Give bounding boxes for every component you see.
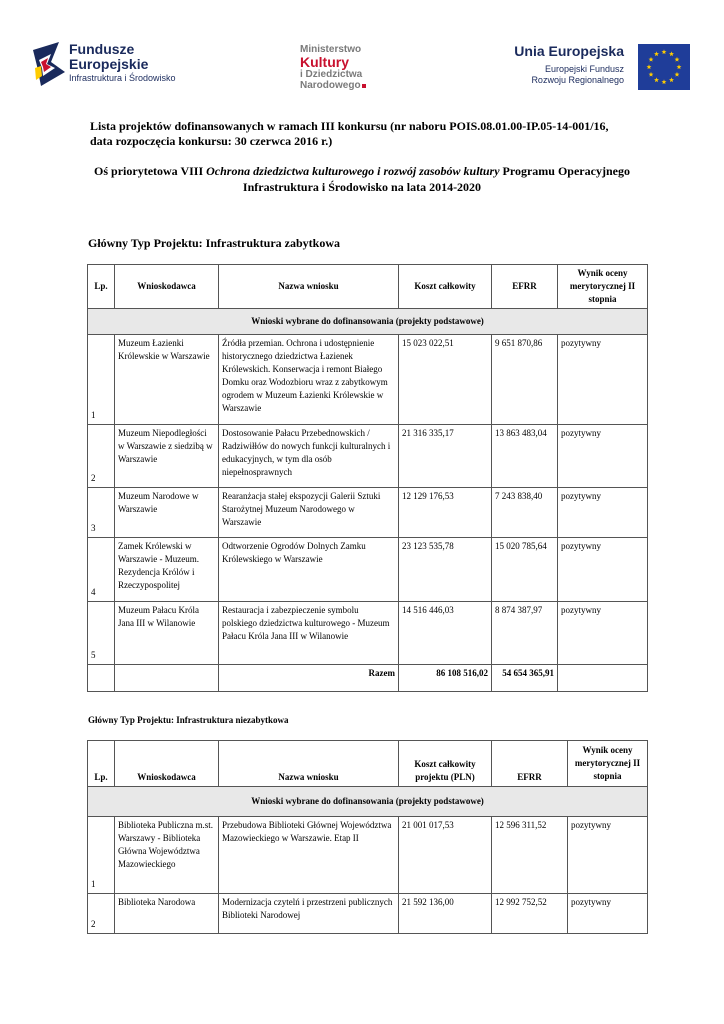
cell-cost: 23 123 535,78 — [399, 538, 492, 602]
fe-line2: Europejskie — [69, 56, 149, 72]
mk-line2: Kultury — [300, 54, 349, 70]
title-line2: data rozpoczęcia konkursu: 30 czerwca 2016 r.) — [90, 134, 333, 148]
header-cost: Koszt całkowity projektu (PLN) — [399, 741, 492, 787]
cell-applicant: Muzeum Pałacu Króla Jana III w Wilanowie — [115, 602, 219, 665]
header-lp: Lp. — [88, 265, 115, 309]
cell-cost: 12 129 176,53 — [399, 488, 492, 538]
cell-cost: 15 023 022,51 — [399, 335, 492, 425]
ue-line3: Rozwoju Regionalnego — [531, 75, 624, 85]
table-row — [88, 602, 648, 665]
cell-efrr: 9 651 870,86 — [492, 335, 558, 425]
cell-lp: 5 — [88, 602, 115, 665]
cell-lp: 1 — [88, 335, 115, 425]
section1-title: Główny Typ Projektu: Infrastruktura zabytkowa — [88, 236, 341, 250]
cell-lp: 4 — [88, 538, 115, 602]
cell-result: pozytywny — [568, 894, 648, 934]
cell-efrr: 8 874 387,97 — [492, 602, 558, 665]
cell-cost: 21 316 335,17 — [399, 425, 492, 488]
axis-prefix: Oś priorytetowa VIII — [94, 164, 207, 178]
cell-lp: 2 — [88, 894, 115, 934]
table-infrastruktura-niezabytkowa — [87, 740, 648, 934]
cell-name: Dostosowanie Pałacu Przebednowskich / Radziwiłłów do nowych funkcji kulturalnych i edukacyjnych, w tym dla osób niepełnosprawnych — [219, 425, 399, 488]
cell-lp: 1 — [88, 817, 115, 894]
cell-result: pozytywny — [558, 488, 648, 538]
cell-applicant: Muzeum Łazienki Królewskie w Warszawie — [115, 335, 219, 425]
cell-name: Odtworzenie Ogrodów Dolnych Zamku Królewskiego w Warszawie — [219, 538, 399, 602]
cell-name: Rearanżacja stałej ekspozycji Galerii Sztuki Starożytnej Muzeum Narodowego w Warszawie — [219, 488, 399, 538]
cell-applicant: Muzeum Narodowe w Warszawie — [115, 488, 219, 538]
cell-result: pozytywny — [558, 335, 648, 425]
cell-efrr: 15 020 785,64 — [492, 538, 558, 602]
section2-title: Główny Typ Projektu: Infrastruktura niezabytkowa — [88, 715, 289, 725]
table-row — [88, 335, 648, 425]
priority-axis — [70, 163, 654, 195]
header-cost: Koszt całkowity — [399, 265, 492, 309]
axis-italic: Ochrona dziedzictwa kulturowego i rozwój zasobów kultury — [206, 164, 500, 178]
subheader-row — [88, 309, 648, 335]
total-cost: 86 108 516,02 — [399, 665, 492, 692]
cell-lp: 3 — [88, 488, 115, 538]
axis-line2: Infrastruktura i Środowisko na lata 2014-2020 — [242, 180, 482, 194]
cell-name: Restauracja i zabezpieczenie symbolu polskiego dziedzictwa kulturowego - Muzeum Pałacu Króla Jana III w Wilanowie — [219, 602, 399, 665]
subheader: Wnioski wybrane do dofinansowania (projekty podstawowe) — [88, 787, 648, 817]
cell-cost: 21 592 136,00 — [399, 894, 492, 934]
table-row — [88, 538, 648, 602]
mk-line4: Narodowego — [300, 80, 361, 91]
cell-applicant: Biblioteka Narodowa — [115, 894, 219, 934]
cell-efrr: 12 992 752,52 — [492, 894, 568, 934]
mk-line1: Ministerstwo — [300, 44, 362, 55]
cell-efrr: 7 243 838,40 — [492, 488, 558, 538]
cell-result: pozytywny — [558, 538, 648, 602]
table-header-row — [88, 741, 648, 787]
logo-ministerstwo-kultury — [300, 44, 380, 92]
total-efrr: 54 654 365,91 — [492, 665, 558, 692]
header-lp: Lp. — [88, 741, 115, 787]
mk-line3: i Dziedzictwa — [300, 69, 363, 80]
table-row — [88, 817, 648, 894]
cell-name: Modernizacja czytelń i przestrzeni publicznych Biblioteki Narodowej — [219, 894, 399, 934]
fe-line1: Fundusze — [69, 41, 135, 57]
table-row — [88, 425, 648, 488]
table-row — [88, 488, 648, 538]
header-efrr: EFRR — [492, 265, 558, 309]
ue-line2: Europejski Fundusz — [544, 64, 624, 74]
mk-dot-icon — [362, 84, 366, 88]
cell-cost: 21 001 017,53 — [399, 817, 492, 894]
header-applicant: Wnioskodawca — [115, 265, 219, 309]
table-header-row — [88, 265, 648, 309]
header-result: Wynik oceny merytorycznej II stopnia — [568, 741, 648, 787]
cell-cost: 14 516 446,03 — [399, 602, 492, 665]
cell-applicant: Muzeum Niepodległości w Warszawie z siedzibą w Warszawie — [115, 425, 219, 488]
cell-lp: 2 — [88, 425, 115, 488]
logo-unia-europejska — [516, 42, 691, 92]
header-result: Wynik oceny merytorycznej II stopnia — [558, 265, 648, 309]
header-name: Nazwa wniosku — [219, 265, 399, 309]
axis-suffix: Programu Operacyjnego — [499, 164, 630, 178]
table-infrastruktura-zabytkowa — [87, 264, 648, 692]
subheader: Wnioski wybrane do dofinansowania (projekty podstawowe) — [88, 309, 648, 335]
cell-name: Źródła przemian. Ochrona i udostępnienie historycznego dziedzictwa Łazienek Królewskich. Konserwacja i remont Białego Domku oraz Wodozbioru wraz z zabytkowym ogrodem w Muzeum Łazienki Królewskie w Warszawie — [219, 335, 399, 425]
fe-star-icon — [33, 42, 65, 86]
table-row — [88, 894, 648, 934]
cell-result: pozytywny — [568, 817, 648, 894]
cell-applicant: Zamek Królewski w Warszawie - Muzeum. Rezydencja Królów i Rzeczypospolitej — [115, 538, 219, 602]
eu-flag-icon — [638, 44, 690, 90]
header-efrr: EFRR — [492, 741, 568, 787]
total-row — [88, 665, 648, 692]
ue-line1: Unia Europejska — [514, 43, 624, 59]
cell-applicant: Biblioteka Publiczna m.st. Warszawy - Biblioteka Główna Województwa Mazowieckiego — [115, 817, 219, 894]
header-applicant: Wnioskodawca — [115, 741, 219, 787]
title-line1: Lista projektów dofinansowanych w ramach III konkursu (nr naboru POIS.08.01.00-IP.05-14-001/16, — [90, 119, 609, 133]
cell-efrr: 12 596 311,52 — [492, 817, 568, 894]
cell-name: Przebudowa Biblioteki Głównej Województwa Mazowieckiego w Warszawie. Etap II — [219, 817, 399, 894]
cell-result: pozytywny — [558, 425, 648, 488]
cell-efrr: 13 863 483,04 — [492, 425, 558, 488]
document-title — [90, 119, 650, 149]
cell-result: pozytywny — [558, 602, 648, 665]
logo-fundusze-europejskie — [33, 40, 183, 92]
fe-line3: Infrastruktura i Środowisko — [69, 73, 176, 83]
total-label: Razem — [219, 665, 399, 692]
subheader-row — [88, 787, 648, 817]
header-name: Nazwa wniosku — [219, 741, 399, 787]
